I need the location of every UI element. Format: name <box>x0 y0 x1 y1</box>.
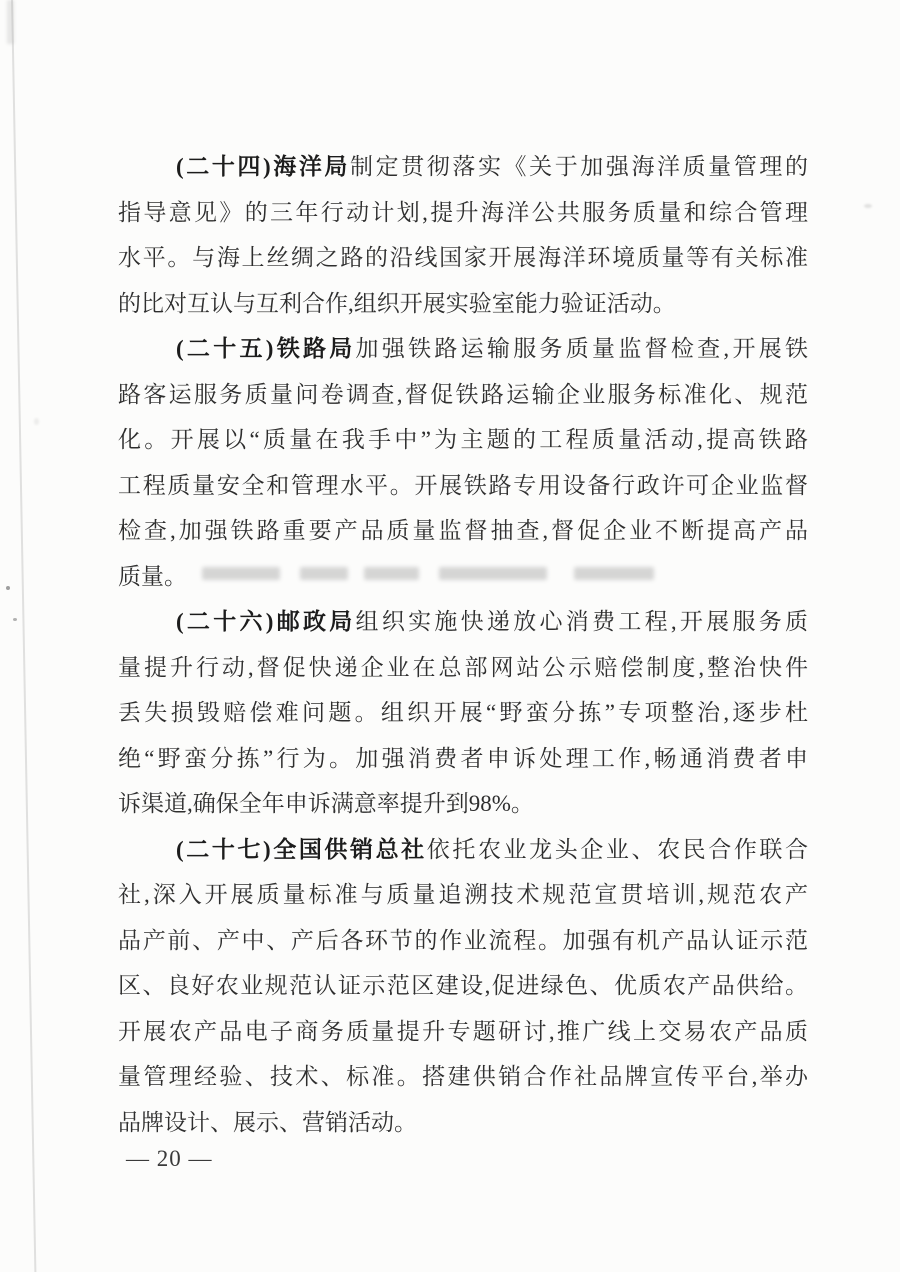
text-line: 绝“野蛮分拣”行为。加强消费者申诉处理工作,畅通消费者申 <box>118 745 808 771</box>
paragraph-26-first-line <box>118 599 808 645</box>
text-line: 化。开展以“质量在我手中”为主题的工程质量活动,提高铁路 <box>118 427 808 452</box>
paragraph-26-first-line-text: 组织实施快递放心消费工程,开展服务质 <box>355 609 809 634</box>
text-line: 指导意见》的三年行动计划,提升海洋公共服务质量和综合管理 <box>118 199 808 225</box>
text-line: 水平。与海上丝绸之路的沿线国家开展海洋环境质量等有关标准 <box>118 245 808 270</box>
text-line: 工程质量安全和管理水平。开展铁路专用设备行政许可企业监督 <box>118 472 808 498</box>
paragraph-27-first-line-text: 依托农业龙头企业、农民合作联合 <box>426 836 808 862</box>
text-line: 检查,加强铁路重要产品质量监督抽查,督促企业不断提高产品 <box>118 518 808 543</box>
text-line: 质量。 <box>118 563 187 589</box>
text-line: 量提升行动,督促快递企业在总部网站公示赔偿制度,整治快件 <box>118 654 808 680</box>
scan-artifact-dot <box>13 618 17 621</box>
scan-artifact-smear <box>7 0 14 44</box>
paragraph-24-first-line <box>118 144 808 190</box>
paragraph-25 <box>118 326 808 599</box>
paragraph-24-label: (二十四)海洋局 <box>176 154 351 179</box>
paragraph-25-first-line-text: 加强铁路运输服务质量监督检查,开展铁 <box>355 336 809 361</box>
text-line: 社,深入开展质量标准与质量追溯技术规范宣贯培训,规范农产 <box>118 882 808 907</box>
document-body <box>118 144 808 1145</box>
scan-artifact-dot <box>6 586 10 590</box>
scan-artifact-dot <box>34 418 39 425</box>
text-line: 品产前、产中、产后各环节的作业流程。加强有机产品认证示范 <box>118 927 808 953</box>
paragraph-27-label: (二十七)全国供销总社 <box>176 836 427 862</box>
text-line: 丢失损毁赔偿难问题。组织开展“野蛮分拣”专项整治,逐步杜 <box>118 700 808 725</box>
scan-artifact-dot <box>864 204 872 208</box>
scan-artifact-line <box>11 0 36 1272</box>
paragraph-26 <box>118 599 808 827</box>
paragraph-25-label: (二十五)铁路局 <box>176 336 356 361</box>
paragraph-24-first-line-text: 制定贯彻落实《关于加强海洋质量管理的 <box>350 154 808 179</box>
text-line: 开展农产品电子商务质量提升专题研讨,推广线上交易农产品质 <box>118 1018 808 1044</box>
text-line: 路客运服务质量问卷调查,督促铁路运输企业服务标准化、规范 <box>118 381 808 407</box>
text-line: 品牌设计、展示、营销活动。 <box>118 1109 417 1135</box>
text-line: 量管理经验、技术、标准。搭建供销合作社品牌宣传平台,举办 <box>118 1064 808 1089</box>
text-line: 的比对互认与互利合作,组织开展实验室能力验证活动。 <box>118 290 676 316</box>
paragraph-27 <box>118 827 808 1146</box>
text-line: 区、良好农业规范认证示范区建设,促进绿色、优质农产品供给。 <box>118 973 808 998</box>
paragraph-24 <box>118 144 808 326</box>
text-line: 诉渠道,确保全年申诉满意率提升到98%。 <box>118 791 534 816</box>
paragraph-25-first-line <box>118 326 808 372</box>
paragraph-27-first-line <box>118 827 808 873</box>
paragraph-26-label: (二十六)邮政局 <box>176 609 356 634</box>
page-number: — 20 — <box>126 1146 213 1171</box>
